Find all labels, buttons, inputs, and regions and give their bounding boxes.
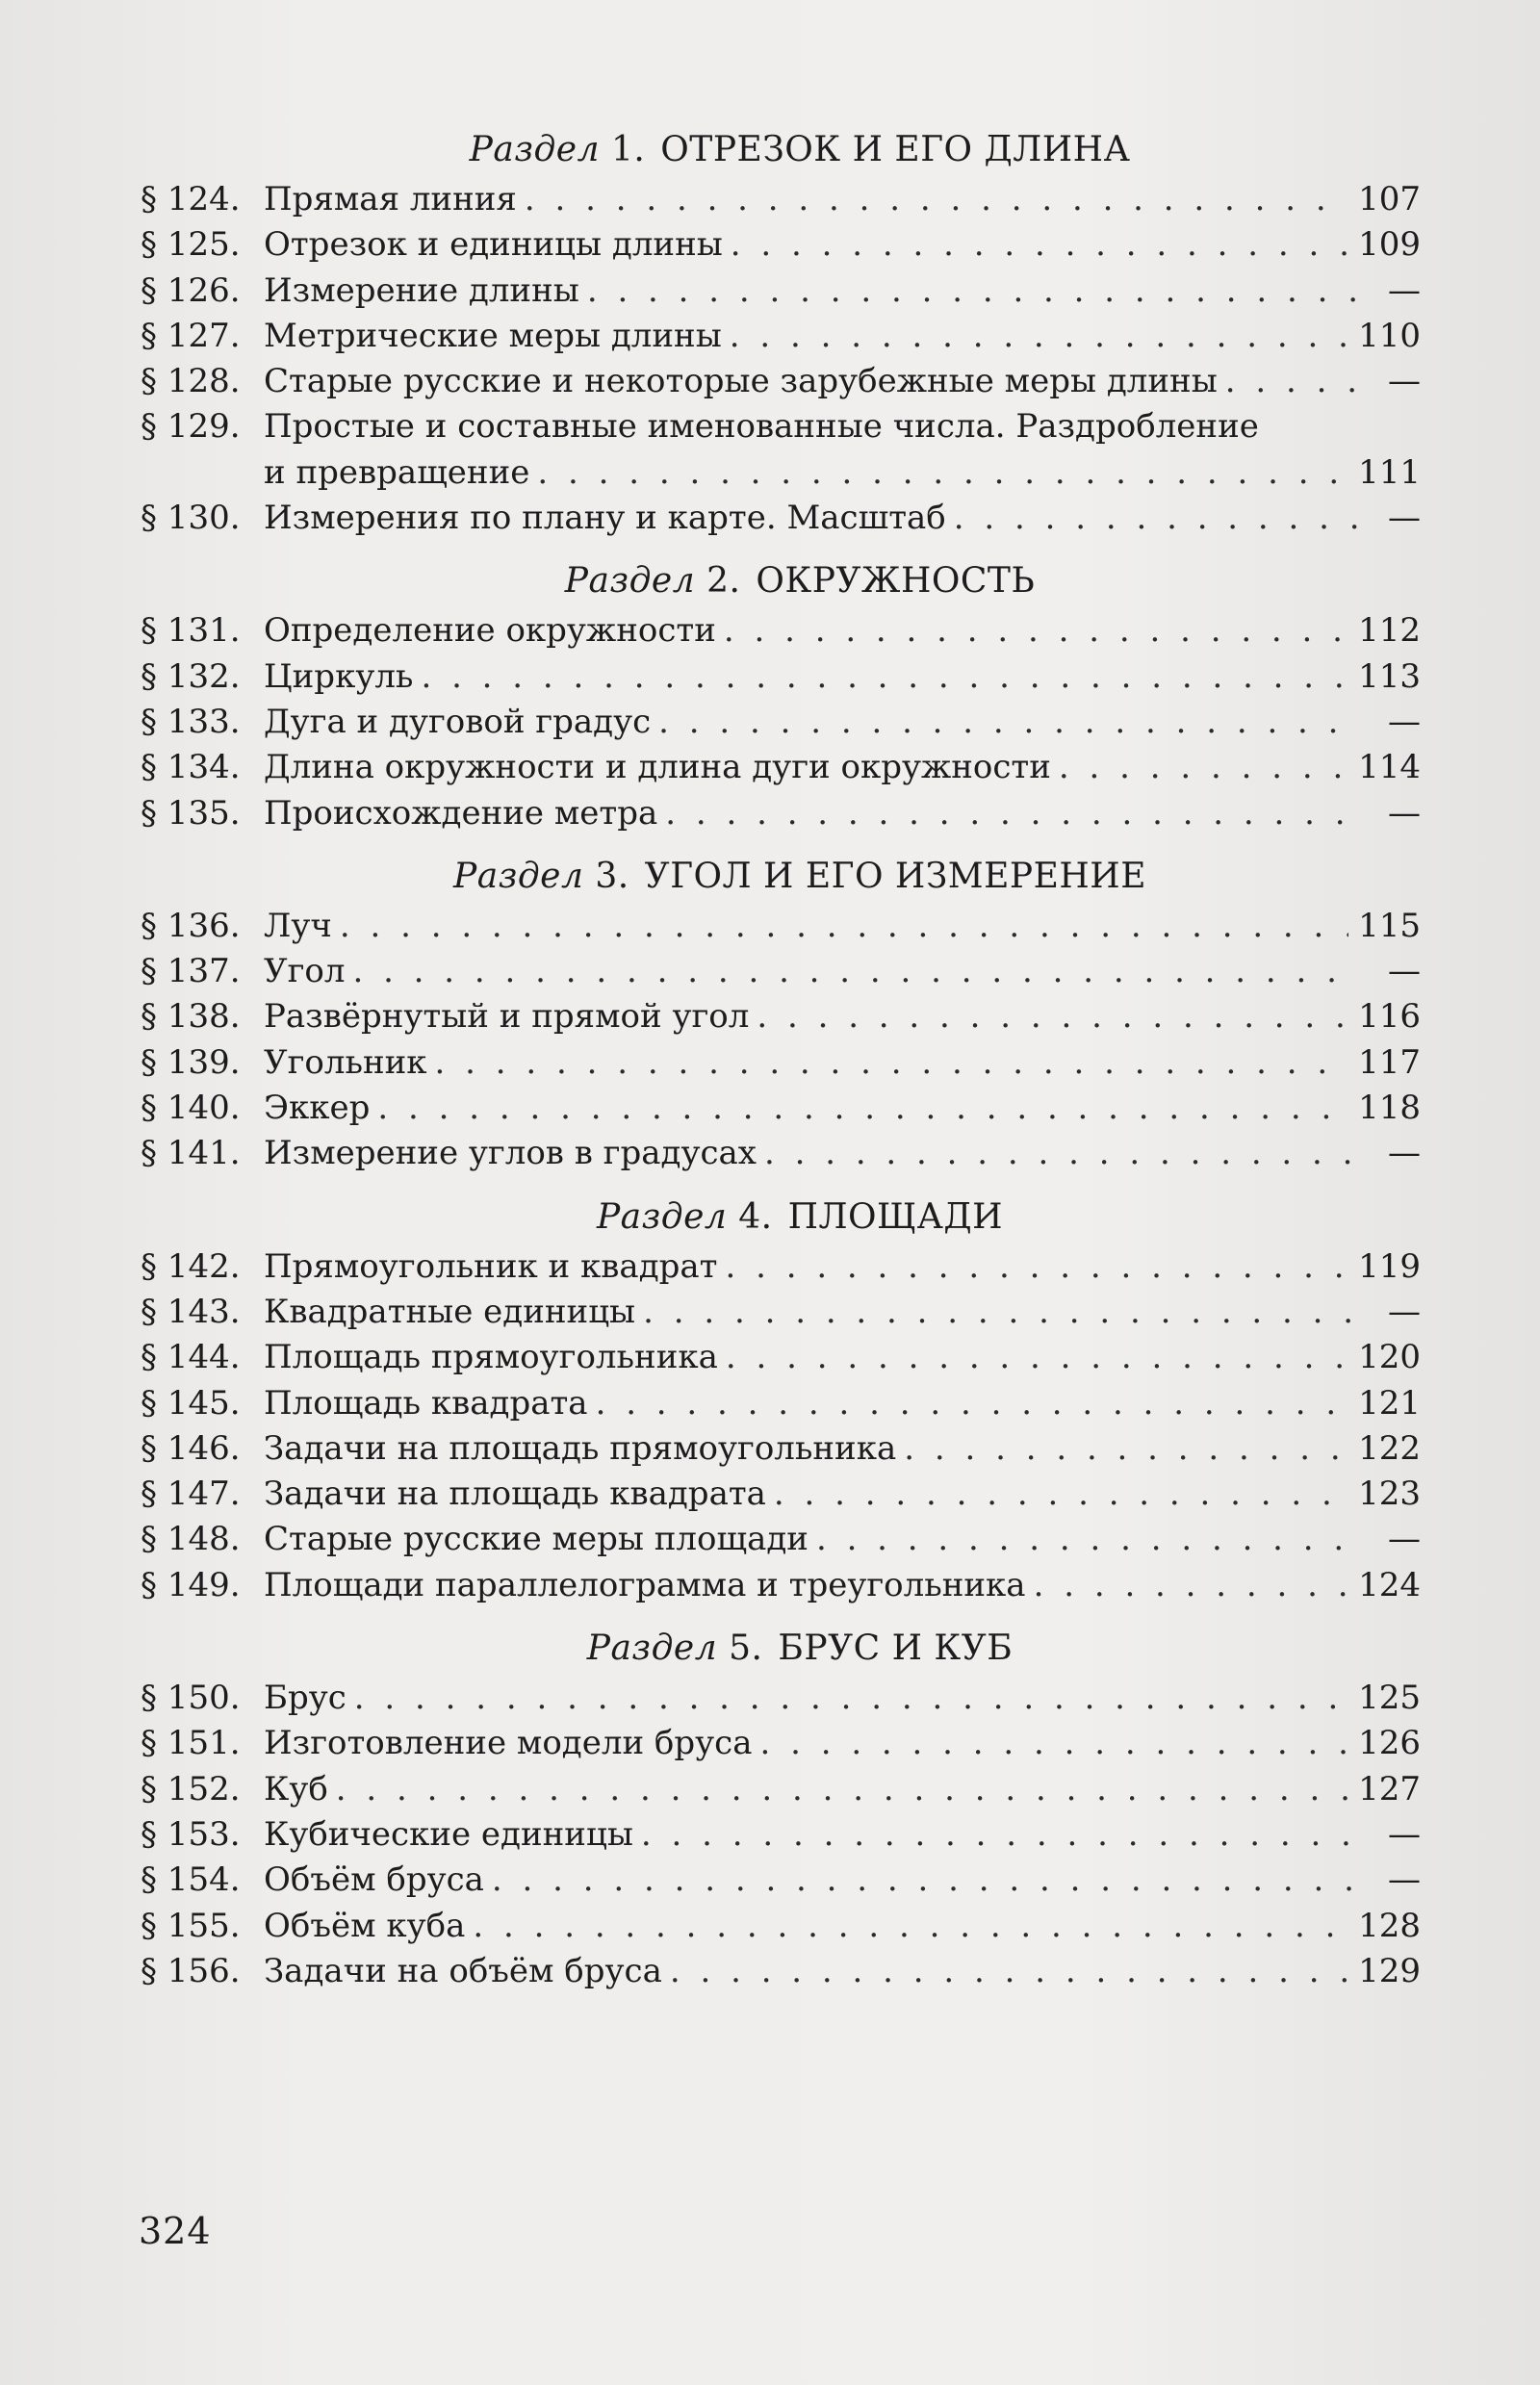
entry-number: § 128. <box>141 362 241 401</box>
toc-entry[interactable] <box>141 1335 1421 1380</box>
entry-number: § 130. <box>141 499 241 538</box>
section-number: 3. <box>595 856 629 896</box>
entry-number: § 144. <box>141 1338 241 1377</box>
entry-page: — <box>1388 1292 1421 1331</box>
dot-leader <box>336 1767 1348 1812</box>
entry-label: Прямая линия <box>264 180 517 218</box>
entry-text <box>264 1767 1358 1812</box>
entry-label: Задачи на площадь квадрата <box>264 1475 766 1514</box>
dot-leader <box>354 1676 1348 1721</box>
entry-page: 127 <box>1358 1769 1421 1808</box>
entry-page: 119 <box>1358 1246 1421 1286</box>
toc-entry[interactable] <box>141 222 1421 268</box>
section-title: БРУС И КУБ <box>778 1628 1014 1669</box>
entry-text <box>264 949 1367 994</box>
entry-text <box>264 177 1358 222</box>
entry-number: § 140. <box>141 1089 241 1128</box>
toc-entry[interactable] <box>141 949 1421 994</box>
entry-text <box>264 1335 1358 1380</box>
toc-entry[interactable] <box>141 745 1421 790</box>
entry-label: Изготовление модели бруса <box>264 1724 753 1763</box>
dot-leader <box>730 314 1348 359</box>
entry-number: § 151. <box>141 1724 241 1763</box>
toc-entry[interactable] <box>141 1244 1421 1290</box>
entry-label: Луч <box>264 906 332 945</box>
entry-label: Площадь квадрата <box>264 1383 588 1423</box>
toc-entry[interactable] <box>141 1858 1421 1903</box>
entry-page: — <box>1388 1134 1421 1173</box>
entry-page: 109 <box>1358 225 1421 265</box>
entry-text <box>264 1244 1358 1290</box>
dot-leader <box>473 1904 1348 1949</box>
entry-text <box>264 1040 1358 1086</box>
entry-text <box>264 654 1358 700</box>
entry-text <box>264 1426 1358 1472</box>
entry-page: 118 <box>1358 1089 1421 1128</box>
entry-page: 112 <box>1358 611 1421 651</box>
section-number: 1. <box>610 130 646 169</box>
section-heading <box>179 850 1421 904</box>
entry-number: § 156. <box>141 1951 241 1990</box>
toc-entry[interactable] <box>141 1086 1421 1131</box>
entry-text <box>264 1290 1367 1335</box>
entry-label: Задачи на площадь прямоугольника <box>264 1428 897 1468</box>
section-gap <box>141 836 1421 850</box>
toc-entry[interactable] <box>141 1381 1421 1426</box>
entry-number: § 148. <box>141 1520 241 1559</box>
entry-text <box>264 904 1358 949</box>
section-gap <box>141 541 1421 554</box>
dot-leader <box>340 904 1348 949</box>
entry-page: — <box>1388 702 1421 741</box>
entry-page: — <box>1388 499 1421 538</box>
dot-leader <box>774 1472 1348 1517</box>
dot-leader <box>816 1517 1357 1562</box>
section-title: УГОЛ И ЕГО ИЗМЕРЕНИЕ <box>644 856 1146 896</box>
section-title: ОТРЕЗОК И ЕГО ДЛИНА <box>660 130 1131 169</box>
entry-label: Эккер <box>264 1089 371 1128</box>
entry-label: Квадратные единицы <box>264 1292 636 1331</box>
entry-label: Объём куба <box>264 1906 466 1945</box>
entry-label: Отрезок и единицы длины <box>264 225 723 265</box>
entry-page: 115 <box>1358 906 1421 945</box>
toc-entry[interactable] <box>141 608 1421 654</box>
entry-label: Угольник <box>264 1042 427 1082</box>
toc-entry[interactable] <box>141 1040 1421 1086</box>
entry-number: § 131. <box>141 611 241 651</box>
entry-text <box>264 1086 1358 1131</box>
entry-number: § 133. <box>141 702 241 741</box>
entry-label: Определение окружности <box>264 611 716 651</box>
entry-number: § 126. <box>141 270 241 310</box>
section-heading <box>179 1191 1421 1244</box>
entry-number: § 139. <box>141 1042 241 1082</box>
entry-text <box>264 1131 1367 1176</box>
entry-number: § 138. <box>141 997 241 1037</box>
entry-text <box>264 222 1358 268</box>
entry-page: 128 <box>1358 1906 1421 1945</box>
dot-leader <box>725 1244 1348 1290</box>
entry-text <box>264 745 1358 790</box>
entry-text <box>264 1563 1358 1608</box>
entry-text <box>264 1517 1367 1562</box>
entry-label: Старые русские меры площади <box>264 1520 808 1559</box>
entry-number: § 141. <box>141 1134 241 1173</box>
entry-text <box>264 1858 1367 1903</box>
entry-number: § 146. <box>141 1428 241 1468</box>
entry-text <box>264 1676 1358 1721</box>
dot-leader <box>641 1812 1357 1858</box>
dot-leader <box>757 994 1348 1039</box>
section-gap <box>141 1608 1421 1622</box>
dot-leader <box>643 1290 1357 1335</box>
toc-entry[interactable] <box>141 1517 1421 1562</box>
section-heading <box>179 123 1421 177</box>
entry-label: Длина окружности и длина дуги окружности <box>264 748 1051 787</box>
section-number: 2. <box>706 561 741 602</box>
toc-entry[interactable] <box>141 269 1421 314</box>
entry-page: 129 <box>1358 1951 1421 1990</box>
entry-page: 117 <box>1358 1042 1421 1082</box>
entry-label: Измерение углов в градусах <box>264 1134 757 1173</box>
entry-label: Площади параллелограмма и треугольника <box>264 1565 1026 1604</box>
entry-text <box>264 700 1367 745</box>
entry-label: Старые русские и некоторые зарубежные меры длины <box>264 362 1218 401</box>
section-prefix: Раздел <box>453 856 584 896</box>
dot-leader <box>377 1086 1348 1131</box>
dot-leader <box>525 177 1348 222</box>
toc-entry[interactable] <box>141 1472 1421 1517</box>
entry-text <box>264 1472 1358 1517</box>
section-heading <box>179 554 1421 608</box>
toc-entry[interactable] <box>141 654 1421 700</box>
page-number: 324 <box>139 2210 212 2252</box>
dot-leader <box>726 1335 1348 1380</box>
entry-page: 120 <box>1358 1338 1421 1377</box>
toc-entry[interactable] <box>141 314 1421 359</box>
entry-page: 114 <box>1358 748 1421 787</box>
toc-entry[interactable] <box>141 496 1421 541</box>
toc-entry[interactable] <box>141 904 1421 949</box>
entry-number: § 136. <box>141 906 241 945</box>
entry-label: Куб <box>264 1769 328 1808</box>
entry-label: Измерения по плану и карте. Масштаб <box>264 499 946 538</box>
toc-entry[interactable] <box>141 1812 1421 1858</box>
entry-number: § 135. <box>141 793 241 833</box>
entry-number: § 149. <box>141 1565 241 1604</box>
toc-entry[interactable] <box>141 1290 1421 1335</box>
toc-entry[interactable] <box>141 359 1421 404</box>
section-title: ОКРУЖНОСТЬ <box>756 561 1036 602</box>
entry-label: Метрические меры длины <box>264 316 722 355</box>
section-gap <box>141 1177 1421 1191</box>
dot-leader <box>1034 1563 1349 1608</box>
entry-text <box>264 608 1358 654</box>
section-prefix: Раздел <box>469 130 601 169</box>
dot-leader <box>724 608 1348 654</box>
entry-page: 124 <box>1358 1565 1421 1604</box>
entry-page: — <box>1388 270 1421 310</box>
section-number: 5. <box>729 1628 763 1669</box>
entry-page: 110 <box>1358 316 1421 355</box>
dot-leader <box>665 791 1357 836</box>
entry-label: Простые и составные именованные числа. Раздробление <box>264 407 1259 447</box>
entry-page: — <box>1388 1860 1421 1900</box>
entry-number: § 154. <box>141 1860 241 1900</box>
dot-leader <box>764 1131 1357 1176</box>
entry-number: § 155. <box>141 1906 241 1945</box>
dot-leader <box>537 450 1348 496</box>
entry-number: § 150. <box>141 1679 241 1718</box>
entry-label: Дуга и дуговой градус <box>264 702 652 741</box>
dot-leader <box>587 269 1357 314</box>
entry-text <box>264 994 1358 1039</box>
section-number: 4. <box>738 1196 773 1237</box>
dot-leader <box>1225 359 1357 404</box>
entry-number: § 125. <box>141 225 241 265</box>
entry-label: Измерение длины <box>264 270 579 310</box>
dot-leader <box>954 496 1357 541</box>
table-of-contents <box>141 123 1421 1994</box>
entry-label: Кубические единицы <box>264 1814 633 1854</box>
section-heading <box>179 1622 1421 1676</box>
dot-leader <box>904 1426 1348 1472</box>
dot-leader <box>596 1381 1349 1426</box>
entry-page: 125 <box>1358 1679 1421 1718</box>
entry-page: 113 <box>1358 656 1421 696</box>
entry-page: — <box>1388 362 1421 401</box>
section-title: ПЛОЩАДИ <box>787 1196 1004 1237</box>
entry-number: § 147. <box>141 1475 241 1514</box>
section-prefix: Раздел <box>586 1628 718 1669</box>
entry-label: Прямоугольник и квадрат <box>264 1246 718 1286</box>
entry-number: § 134. <box>141 748 241 787</box>
toc-entry[interactable] <box>141 404 1421 496</box>
toc-entry[interactable] <box>141 700 1421 745</box>
entry-text <box>264 359 1367 404</box>
entry-number: § 129. <box>141 407 241 447</box>
entry-number: § 145. <box>141 1383 241 1423</box>
entry-text <box>264 269 1367 314</box>
section-prefix: Раздел <box>564 561 696 602</box>
toc-entry[interactable] <box>141 1949 1421 1994</box>
entry-text <box>264 1381 1358 1426</box>
entry-label: Происхождение метра <box>264 793 658 833</box>
entry-number: § 137. <box>141 952 241 991</box>
entry-text <box>264 791 1367 836</box>
entry-number: § 152. <box>141 1769 241 1808</box>
entry-number: § 153. <box>141 1814 241 1854</box>
entry-page: 107 <box>1358 180 1421 218</box>
entry-label-continued: и превращение <box>264 452 530 492</box>
entry-number: § 142. <box>141 1246 241 1286</box>
toc-entry[interactable] <box>141 994 1421 1039</box>
entry-number: § 124. <box>141 180 241 218</box>
dot-leader <box>492 1858 1357 1903</box>
entry-label: Угол <box>264 952 346 991</box>
toc-entry[interactable] <box>141 1131 1421 1176</box>
entry-page: — <box>1388 952 1421 991</box>
dot-leader <box>421 654 1348 700</box>
toc-entry[interactable] <box>141 791 1421 836</box>
entry-page: 126 <box>1358 1724 1421 1763</box>
entry-label: Площадь прямоугольника <box>264 1338 718 1377</box>
dot-leader <box>352 949 1357 994</box>
entry-page: 122 <box>1358 1428 1421 1468</box>
toc-entry[interactable] <box>141 1721 1421 1766</box>
entry-label: Циркуль <box>264 656 414 696</box>
entry-text <box>264 1812 1367 1858</box>
entry-page: 116 <box>1358 997 1421 1037</box>
dot-leader <box>670 1949 1348 1994</box>
dot-leader <box>759 1721 1348 1766</box>
entry-page: 111 <box>1358 452 1421 492</box>
toc-entry[interactable] <box>141 177 1421 222</box>
entry-text <box>264 1721 1358 1766</box>
entry-text <box>264 314 1358 359</box>
toc-entry[interactable] <box>141 1904 1421 1949</box>
dot-leader <box>435 1040 1349 1086</box>
entry-label: Объём бруса <box>264 1860 484 1900</box>
entry-page: — <box>1388 1520 1421 1559</box>
entry-label: Развёрнутый и прямой угол <box>264 997 750 1037</box>
toc-entry[interactable] <box>141 1767 1421 1812</box>
entry-number: § 143. <box>141 1292 241 1331</box>
entry-page: — <box>1388 793 1421 833</box>
dot-leader <box>658 700 1357 745</box>
section-prefix: Раздел <box>596 1196 728 1237</box>
entry-page: 121 <box>1358 1383 1421 1423</box>
entry-label: Брус <box>264 1679 346 1718</box>
entry-text <box>264 1904 1358 1949</box>
entry-text <box>264 1949 1358 1994</box>
toc-entry[interactable] <box>141 1563 1421 1608</box>
entry-text <box>264 496 1367 541</box>
entry-page: — <box>1388 1814 1421 1854</box>
entry-number: § 127. <box>141 316 241 355</box>
entry-page: 123 <box>1358 1475 1421 1514</box>
entry-label: Задачи на объём бруса <box>264 1951 662 1990</box>
entry-number: § 132. <box>141 656 241 696</box>
dot-leader <box>1059 745 1348 790</box>
dot-leader <box>731 222 1348 268</box>
toc-entry[interactable] <box>141 1676 1421 1721</box>
toc-entry[interactable] <box>141 1426 1421 1472</box>
